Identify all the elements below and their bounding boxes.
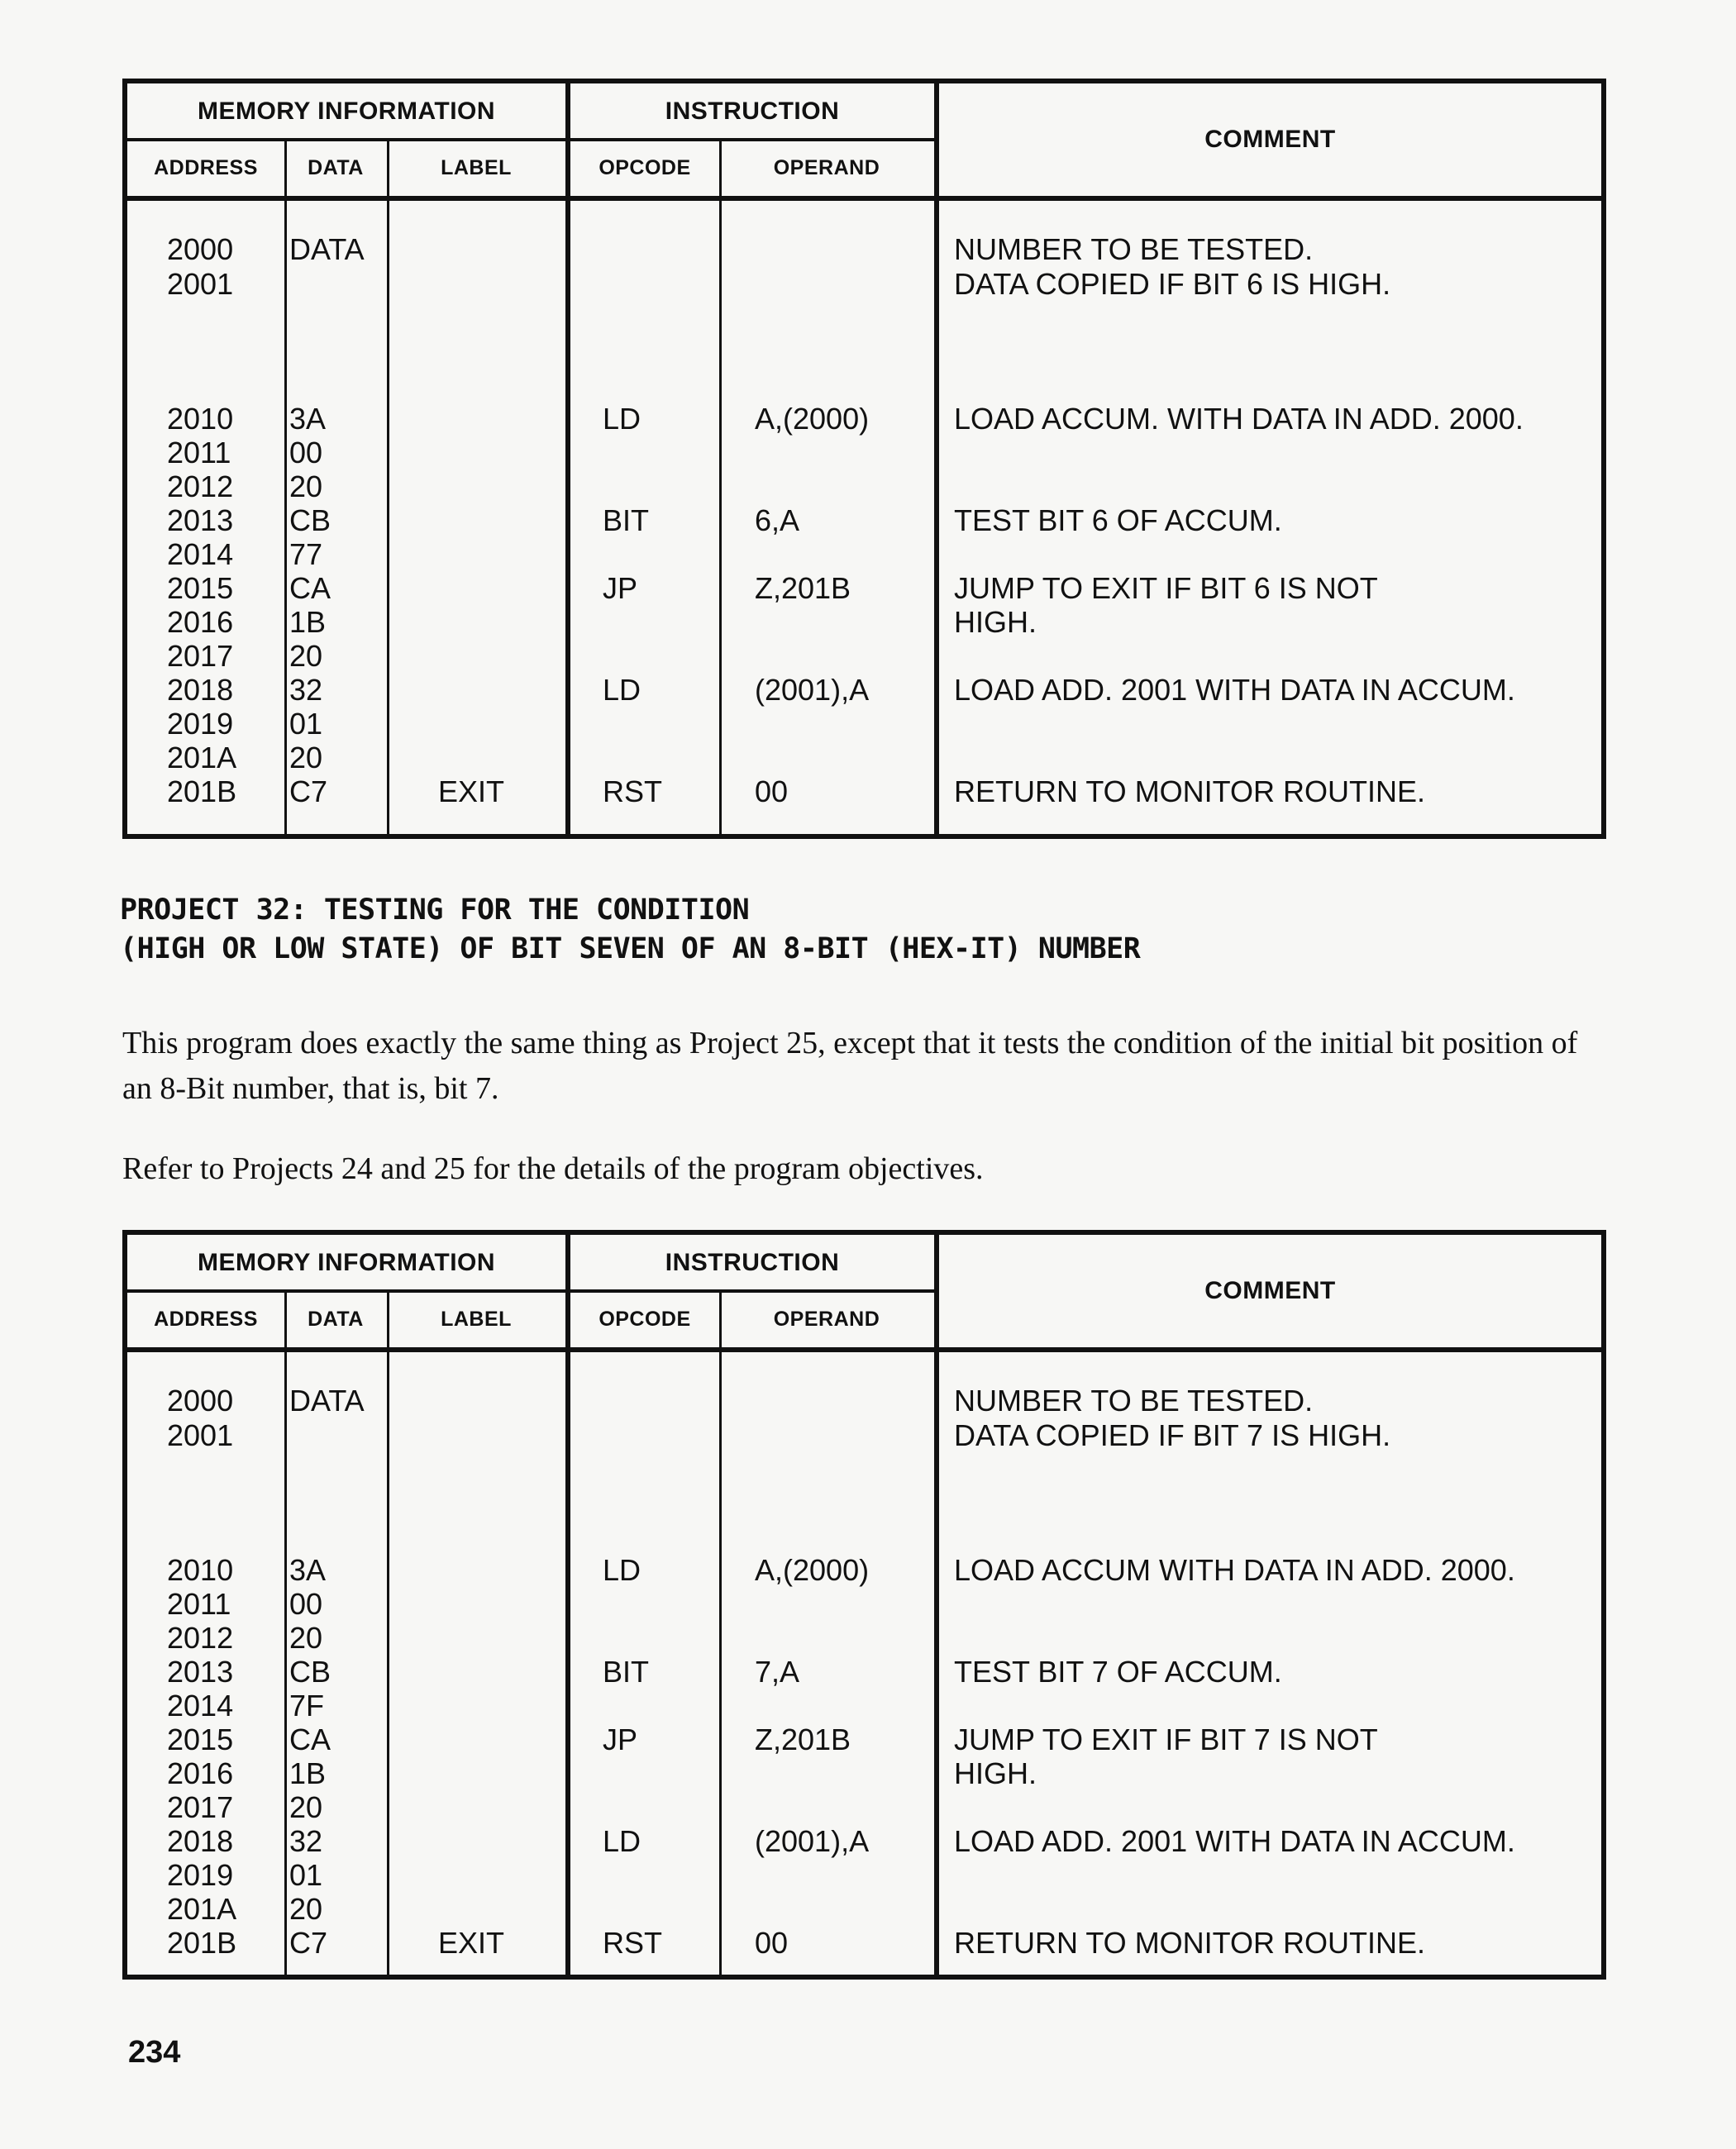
operand-cell: A,(2000) <box>755 402 870 436</box>
address-cell: 2000 <box>167 232 234 266</box>
data-cell: DATA <box>289 1384 365 1418</box>
address-cell: 2010 <box>167 402 234 436</box>
data-cell: CA <box>289 571 331 605</box>
address-cell: 2019 <box>167 1858 234 1892</box>
address-cell: 2018 <box>167 1824 234 1858</box>
data-cell: 00 <box>289 436 323 469</box>
table-row <box>127 1418 1601 1452</box>
comment-cell: DATA COPIED IF BIT 7 IS HIGH. <box>954 1418 1391 1452</box>
address-cell: 2011 <box>167 1587 231 1621</box>
data-cell: 01 <box>289 1858 323 1892</box>
group-divider <box>565 1235 570 1347</box>
operand-cell: 7,A <box>755 1655 800 1689</box>
data-cell: C7 <box>289 774 328 808</box>
table-row <box>127 1587 1601 1621</box>
data-cell: 20 <box>289 639 323 673</box>
table-body <box>127 201 1601 839</box>
table-row <box>127 707 1601 741</box>
opcode-cell: RST <box>603 774 662 808</box>
header-instruction: INSTRUCTION <box>665 1249 840 1276</box>
comment-cell: TEST BIT 7 OF ACCUM. <box>954 1655 1282 1689</box>
header-label: LABEL <box>441 155 512 179</box>
sub-divider <box>719 1291 722 1347</box>
comment-cell: NUMBER TO BE TESTED. <box>954 232 1314 266</box>
operand-cell: (2001),A <box>755 673 870 707</box>
address-cell: 201A <box>167 741 237 774</box>
address-cell: 2018 <box>167 673 234 707</box>
data-cell: CB <box>289 1655 331 1689</box>
address-cell: 201B <box>167 774 237 808</box>
reference-paragraph: Refer to Projects 24 and 25 for the details of the program objectives. <box>122 1151 984 1186</box>
address-cell: 2017 <box>167 1790 234 1824</box>
sub-divider <box>387 140 389 196</box>
sub-divider <box>284 1291 287 1347</box>
sub-divider <box>719 140 722 196</box>
header-operand: OPERAND <box>773 155 880 179</box>
address-cell: 2015 <box>167 571 234 605</box>
project-heading-line1: PROJECT 32: TESTING FOR THE CONDITION <box>120 893 750 927</box>
table-row <box>127 1790 1601 1824</box>
table-row <box>127 774 1601 808</box>
data-cell: C7 <box>289 1926 328 1960</box>
data-cell: 00 <box>289 1587 323 1621</box>
operand-cell: 00 <box>755 774 789 808</box>
header-opcode: OPCODE <box>599 155 691 179</box>
address-cell: 2010 <box>167 1553 234 1587</box>
data-cell: 1B <box>289 1756 327 1790</box>
data-cell: 32 <box>289 1824 323 1858</box>
address-cell: 2012 <box>167 469 234 503</box>
data-cell: 20 <box>289 1892 323 1926</box>
table-row <box>127 605 1601 639</box>
table-row <box>127 571 1601 605</box>
header-operand: OPERAND <box>773 1307 880 1331</box>
opcode-cell: BIT <box>603 1655 650 1689</box>
address-cell: 201A <box>167 1892 237 1926</box>
page-number: 234 <box>128 2035 181 2070</box>
header-comment: COMMENT <box>1204 1277 1336 1304</box>
data-cell: 01 <box>289 707 323 741</box>
header-instruction: INSTRUCTION <box>665 98 840 125</box>
data-cell: 77 <box>289 537 323 571</box>
address-cell: 2015 <box>167 1723 234 1756</box>
data-cell: 20 <box>289 1621 323 1655</box>
program-table-bit7 <box>122 1230 1606 1980</box>
data-cell: 20 <box>289 469 323 503</box>
label-cell: EXIT <box>438 774 505 808</box>
comment-divider <box>934 1235 939 1347</box>
table-row <box>127 1689 1601 1723</box>
comment-cell: JUMP TO EXIT IF BIT 7 IS NOT <box>954 1723 1378 1756</box>
table-row <box>127 402 1601 436</box>
address-cell: 2012 <box>167 1621 234 1655</box>
header-divider <box>127 1289 934 1293</box>
table-header <box>127 83 1601 201</box>
table-row <box>127 1926 1601 1960</box>
operand-cell: Z,201B <box>755 571 851 605</box>
comment-cell: LOAD ADD. 2001 WITH DATA IN ACCUM. <box>954 673 1515 707</box>
table-row <box>127 1824 1601 1858</box>
operand-cell: Z,201B <box>755 1723 851 1756</box>
address-cell: 2014 <box>167 1689 234 1723</box>
data-cell: 20 <box>289 741 323 774</box>
address-cell: 2016 <box>167 1756 234 1790</box>
comment-cell: LOAD ADD. 2001 WITH DATA IN ACCUM. <box>954 1824 1515 1858</box>
data-cell: CB <box>289 503 331 537</box>
operand-cell: 00 <box>755 1926 789 1960</box>
address-cell: 2011 <box>167 436 231 469</box>
table-row <box>127 436 1601 469</box>
data-cell: 32 <box>289 673 323 707</box>
address-cell: 2000 <box>167 1384 234 1418</box>
table-row <box>127 232 1601 266</box>
address-cell: 2001 <box>167 267 234 301</box>
table-row <box>127 1553 1601 1587</box>
table-row <box>127 537 1601 571</box>
header-divider <box>127 138 934 141</box>
comment-cell: RETURN TO MONITOR ROUTINE. <box>954 774 1426 808</box>
table-row <box>127 267 1601 301</box>
table-row <box>127 1756 1601 1790</box>
header-opcode: OPCODE <box>599 1307 691 1331</box>
address-cell: 2014 <box>167 537 234 571</box>
comment-cell: HIGH. <box>954 605 1037 639</box>
opcode-cell: LD <box>603 1824 641 1858</box>
header-data: DATA <box>308 1307 364 1331</box>
comment-cell: LOAD ACCUM WITH DATA IN ADD. 2000. <box>954 1553 1515 1587</box>
table-row <box>127 1723 1601 1756</box>
project-heading-line2: (HIGH OR LOW STATE) OF BIT SEVEN OF AN 8-BIT (HEX-IT) NUMBER <box>120 932 1141 965</box>
opcode-cell: JP <box>603 1723 638 1756</box>
table-body <box>127 1352 1601 1980</box>
project-heading <box>120 891 1140 969</box>
table-row <box>127 503 1601 537</box>
table-row <box>127 1892 1601 1926</box>
comment-divider <box>934 83 939 196</box>
data-cell: 1B <box>289 605 327 639</box>
comment-cell: NUMBER TO BE TESTED. <box>954 1384 1314 1418</box>
operand-cell: (2001),A <box>755 1824 870 1858</box>
header-label: LABEL <box>441 1307 512 1331</box>
table-row <box>127 1858 1601 1892</box>
opcode-cell: RST <box>603 1926 662 1960</box>
address-cell: 2019 <box>167 707 234 741</box>
group-divider <box>565 83 570 196</box>
data-cell: 20 <box>289 1790 323 1824</box>
header-address: ADDRESS <box>154 1307 258 1331</box>
label-cell: EXIT <box>438 1926 505 1960</box>
comment-cell: HIGH. <box>954 1756 1037 1790</box>
table-row <box>127 741 1601 774</box>
table-row <box>127 469 1601 503</box>
opcode-cell: JP <box>603 571 638 605</box>
comment-cell: RETURN TO MONITOR ROUTINE. <box>954 1926 1426 1960</box>
data-cell: 7F <box>289 1689 325 1723</box>
header-address: ADDRESS <box>154 155 258 179</box>
data-cell: 3A <box>289 402 327 436</box>
opcode-cell: BIT <box>603 503 650 537</box>
table-row <box>127 1655 1601 1689</box>
data-cell: DATA <box>289 232 365 266</box>
opcode-cell: LD <box>603 673 641 707</box>
data-cell: CA <box>289 1723 331 1756</box>
opcode-cell: LD <box>603 1553 641 1587</box>
comment-cell: DATA COPIED IF BIT 6 IS HIGH. <box>954 267 1391 301</box>
description-paragraph: This program does exactly the same thing as Project 25, except that it tests the condition of the initial bit position of an 8-Bit number, that is, bit 7. <box>122 1026 1578 1106</box>
comment-cell: JUMP TO EXIT IF BIT 6 IS NOT <box>954 571 1378 605</box>
header-memory-information: MEMORY INFORMATION <box>197 98 496 125</box>
address-cell: 2016 <box>167 605 234 639</box>
table-header <box>127 1235 1601 1352</box>
address-cell: 201B <box>167 1926 237 1960</box>
comment-cell: TEST BIT 6 OF ACCUM. <box>954 503 1282 537</box>
sub-divider <box>387 1291 389 1347</box>
opcode-cell: LD <box>603 402 641 436</box>
header-data: DATA <box>308 155 364 179</box>
address-cell: 2013 <box>167 503 234 537</box>
address-cell: 2017 <box>167 639 234 673</box>
table-row <box>127 673 1601 707</box>
address-cell: 2013 <box>167 1655 234 1689</box>
table-row <box>127 1621 1601 1655</box>
program-table-bit6 <box>122 79 1606 839</box>
sub-divider <box>284 140 287 196</box>
operand-cell: A,(2000) <box>755 1553 870 1587</box>
data-cell: 3A <box>289 1553 327 1587</box>
comment-cell: LOAD ACCUM. WITH DATA IN ADD. 2000. <box>954 402 1524 436</box>
header-comment: COMMENT <box>1204 126 1336 153</box>
operand-cell: 6,A <box>755 503 800 537</box>
table-row <box>127 1384 1601 1418</box>
table-row <box>127 639 1601 673</box>
header-memory-information: MEMORY INFORMATION <box>197 1249 496 1276</box>
address-cell: 2001 <box>167 1418 234 1452</box>
